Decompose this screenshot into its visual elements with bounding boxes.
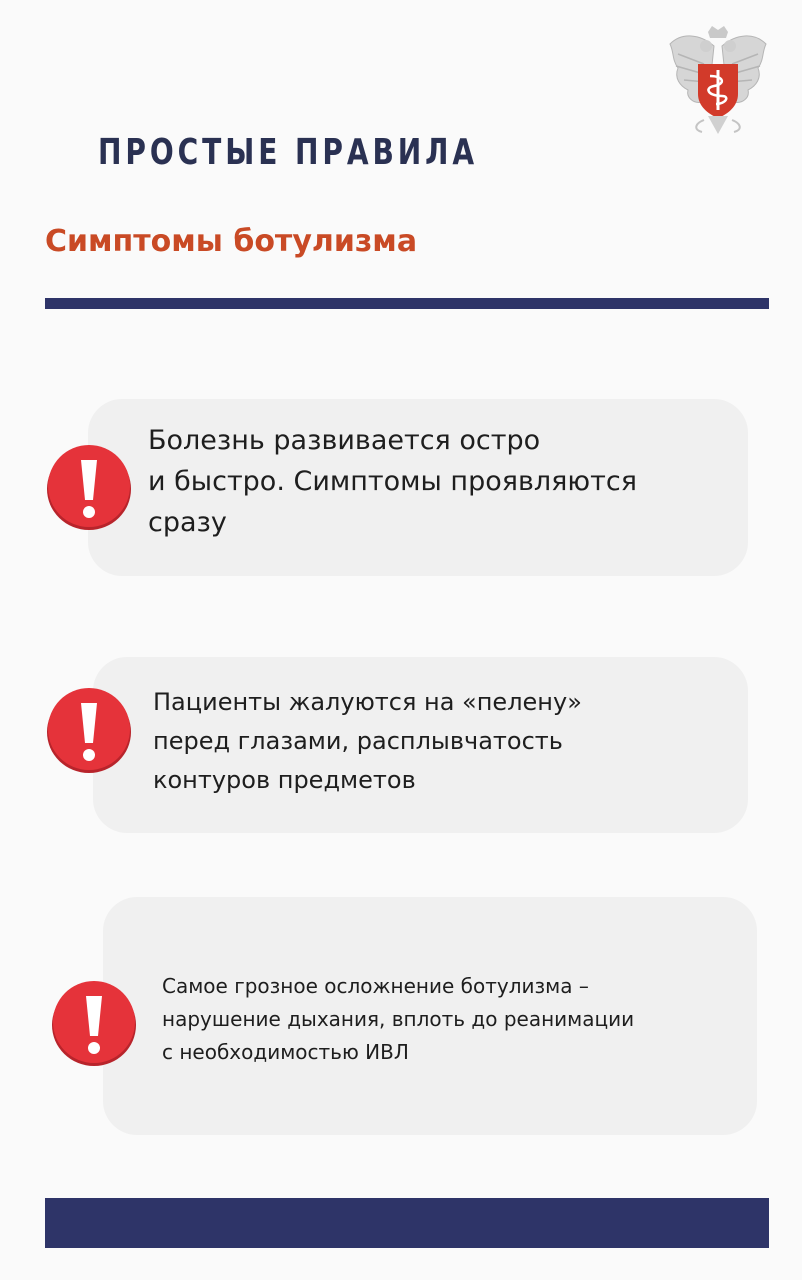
symptom-text: Самое грозное осложнение ботулизма – нарушение дыхания, вплоть до реанимации с необходимостью ИВЛ [162,974,635,1064]
page-subtitle: Симптомы ботулизма [45,224,418,259]
symptom-text: Пациенты жалуются на «пелену» перед глазами, расплывчатость контуров предметов [153,688,582,794]
exclamation-alert-icon [50,978,138,1066]
top-divider [45,298,769,309]
symptom-text: Болезнь развивается остро и быстро. Симптомы проявляются сразу [148,425,637,538]
exclamation-alert-icon [45,442,133,530]
exclamation-alert-icon [45,685,133,773]
bottom-bar [45,1198,769,1248]
page-title: ПРОСТЫЕ ПРАВИЛА [98,132,479,173]
ministry-emblem-icon [664,24,772,136]
